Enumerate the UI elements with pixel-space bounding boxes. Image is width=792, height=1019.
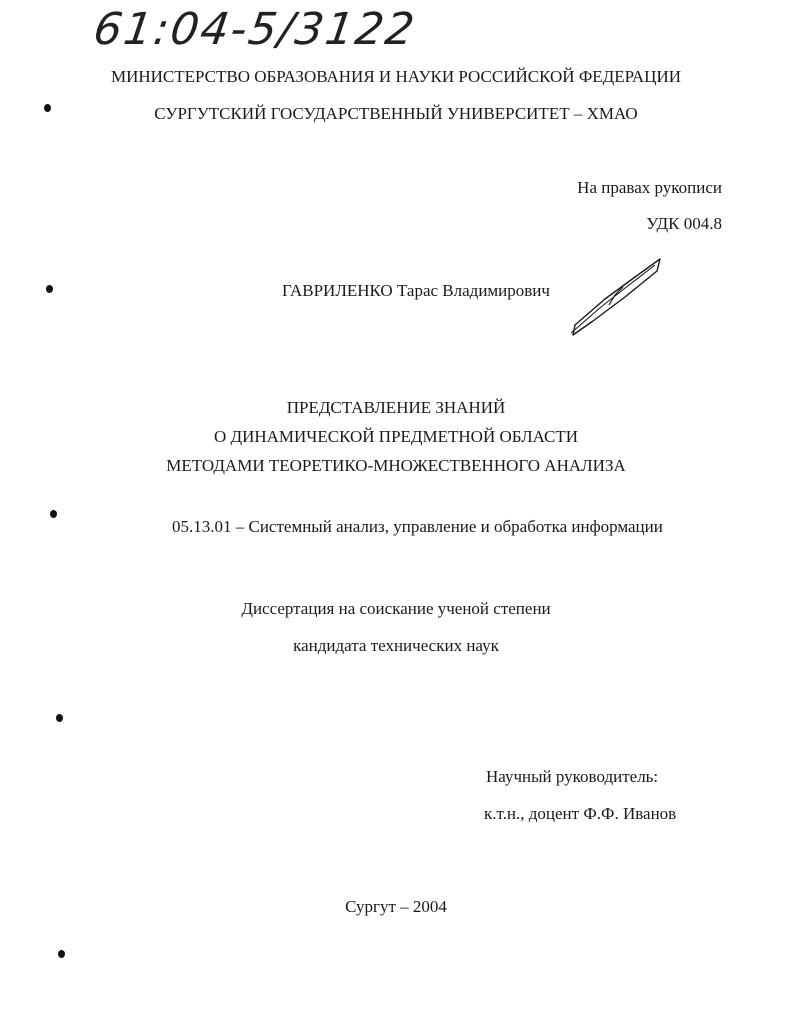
margin-dot	[46, 285, 53, 293]
manuscript-note: На правах рукописи	[577, 178, 722, 197]
archive-code-handwritten: 61:04-5/3122	[90, 4, 420, 55]
degree-line-2: кандидата технических наук	[293, 636, 499, 655]
margin-dot	[50, 510, 57, 518]
margin-dot	[56, 714, 63, 722]
university-heading: СУРГУТСКИЙ ГОСУДАРСТВЕННЫЙ УНИВЕРСИТЕТ – ХМАО	[154, 104, 638, 123]
ministry-heading: МИНИСТЕРСТВО ОБРАЗОВАНИЯ И НАУКИ РОССИЙСКОЙ ФЕДЕРАЦИИ	[110, 67, 682, 86]
title-line-3: МЕТОДАМИ ТЕОРЕТИКО-МНОЖЕСТВЕННОГО АНАЛИЗА	[166, 456, 626, 475]
title-line-2: О ДИНАМИЧЕСКОЙ ПРЕДМЕТНОЙ ОБЛАСТИ	[213, 427, 579, 446]
author-name: ГАВРИЛЕНКО Тарас Владимирович	[282, 281, 550, 300]
margin-dot	[58, 950, 65, 958]
specialty-line: 05.13.01 – Системный анализ, управление и обработка информации	[172, 517, 663, 536]
city-year: Сургут – 2004	[345, 897, 447, 916]
supervisor-name: к.т.н., доцент Ф.Ф. Иванов	[484, 804, 677, 823]
udc-code: УДК 004.8	[646, 214, 722, 233]
degree-line-1: Диссертация на соискание ученой степени	[241, 599, 551, 618]
signature-mark	[565, 255, 675, 340]
supervisor-label: Научный руководитель:	[486, 767, 659, 786]
title-line-1: ПРЕДСТАВЛЕНИЕ ЗНАНИЙ	[286, 398, 506, 417]
